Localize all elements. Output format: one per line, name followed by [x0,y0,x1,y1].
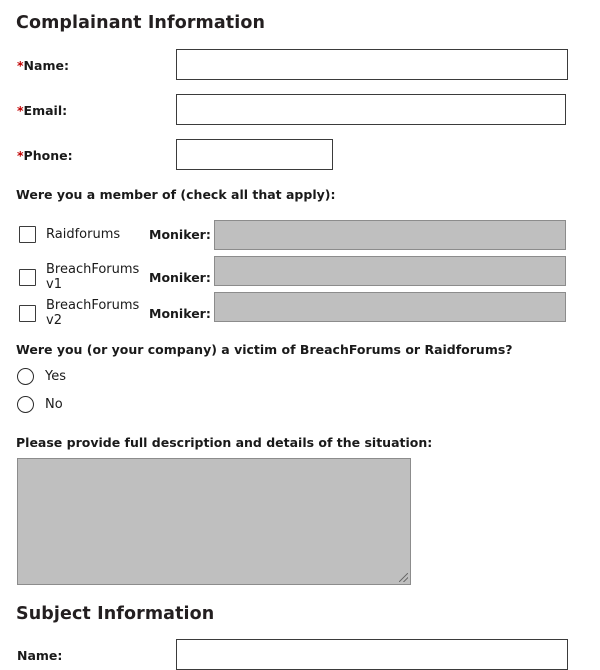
victim-question: Were you (or your company) a victim of BreachForums or Raidforums? [16,342,513,357]
moniker-input-breachforums-v2[interactable] [214,292,566,322]
name-input[interactable] [176,49,568,80]
description-textarea[interactable] [17,458,411,585]
radio-yes[interactable] [17,368,34,385]
checkbox-breachforums-v1[interactable] [19,269,36,286]
phone-input[interactable] [176,139,333,170]
required-asterisk-name: * [17,58,24,73]
moniker-label-breachforums-v1: Moniker: [149,269,211,285]
victim-option-yes[interactable] [17,368,66,385]
membership-label-breachforums-v2: BreachForums v2 [46,298,140,328]
email-input[interactable] [176,94,566,125]
membership-row-breachforums-v1 [19,262,211,292]
moniker-input-raidforums[interactable] [214,220,566,250]
moniker-label-breachforums-v2: Moniker: [149,305,211,321]
subject-name-input[interactable] [176,639,568,670]
description-label: Please provide full description and details of the situation: [16,435,433,450]
email-label: *Email: [17,103,68,118]
moniker-input-breachforums-v1[interactable] [214,256,566,286]
required-asterisk-phone: * [17,148,24,163]
membership-question: Were you a member of (check all that apply): [16,187,336,202]
membership-row-raidforums [19,226,211,243]
membership-row-breachforums-v2 [19,298,211,328]
radio-no[interactable] [17,396,34,413]
victim-option-no-label: No [45,397,63,412]
required-asterisk-email: * [17,103,24,118]
membership-label-raidforums: Raidforums [46,227,121,242]
victim-option-yes-label: Yes [45,369,66,384]
membership-label-breachforums-v1: BreachForums v1 [46,262,140,292]
moniker-label-raidforums: Moniker: [149,227,211,242]
subject-section-title: Subject Information [16,604,215,624]
checkbox-raidforums[interactable] [19,226,36,243]
subject-name-label: Name: [17,648,63,663]
victim-option-no[interactable] [17,396,63,413]
phone-label: *Phone: [17,148,73,163]
complainant-section-title: Complainant Information [16,13,266,33]
checkbox-breachforums-v2[interactable] [19,305,36,322]
name-label: *Name: [17,58,69,73]
